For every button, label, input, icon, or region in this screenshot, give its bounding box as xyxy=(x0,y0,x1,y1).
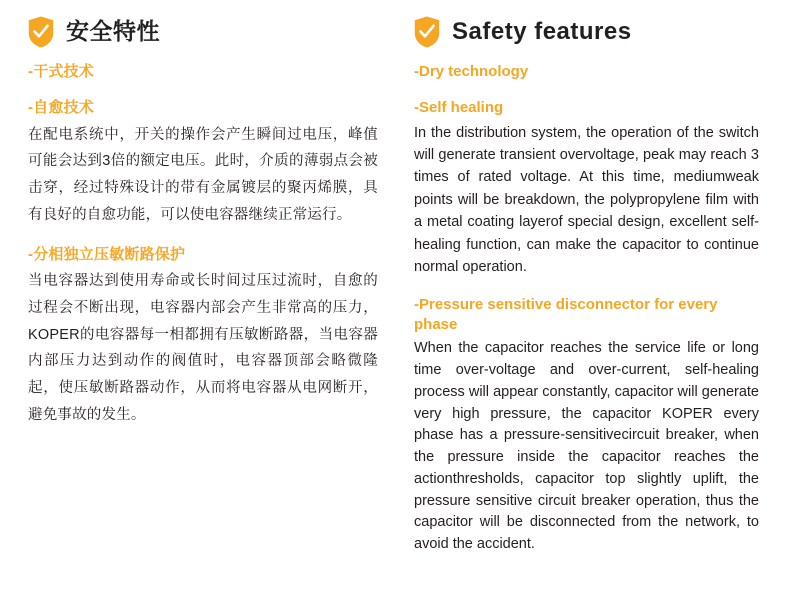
right-column xyxy=(414,0,759,556)
shield-icon xyxy=(414,16,440,48)
left-section-2-title: -分相独立压敏断路保护 xyxy=(28,245,186,263)
right-section-1-title: -Self healing xyxy=(414,99,504,117)
right-section-0-title: -Dry technology xyxy=(414,63,529,80)
right-heading-title: Safety features xyxy=(452,17,632,45)
shield-icon xyxy=(28,16,54,48)
left-heading-row xyxy=(28,16,378,48)
left-section-1-body: 在配电系统中，开关的操作会产生瞬间过电压，峰值可能会达到3倍的额定电压。此时，介质的薄弱点会被击穿，经过特殊设计的带有金属镀层的聚丙烯膜，具有良好的自愈功能，可以使电容器继续正常运行。 xyxy=(28,126,378,223)
left-section-1-title: -自愈技术 xyxy=(28,99,94,117)
right-section-2-title: -Pressure sensitive disconnector for every phase xyxy=(414,295,718,334)
right-section-1-body: In the distribution system, the operation of the switch will generate transient overvoltage, peak may reach 3 times of rated voltage. At this time, mediumweak points will be breakdown, the polypropylene film with a metal coating layerof special design, excellent self-healing function, can make the capacitor to continue normal operation. xyxy=(414,124,759,276)
right-section-2-body: When the capacitor reaches the service life or long time over-voltage and over-current, self-healing process will appear constantly, capacitor will generate very high pressure, the capacitor KOPER every phase has a pressure-sensitivecircuit breaker, when the pressure inside the capacitor reaches the actionthresholds, capacitor top slightly uplift, the pressure sensitive circuit breaker operation, thus the capacitor will be disconnected from the network, to avoid the accident. xyxy=(414,340,759,553)
left-column xyxy=(28,0,378,429)
left-heading-title: 安全特性 xyxy=(66,18,160,45)
left-section-2-body: 当电容器达到使用寿命或长时间过压过流时，自愈的过程会不断出现，电容器内部会产生非常高的压力，KOPER的电容器每一相都拥有压敏断路器，当电容器内部压力达到动作的阀值时，电容器顶部会略微隆起，使压敏断路器动作，从而将电容器从电网断开，避免事故的发生。 xyxy=(28,273,378,424)
left-section-0-title: -干式技术 xyxy=(28,63,94,80)
right-heading-row xyxy=(414,16,759,48)
